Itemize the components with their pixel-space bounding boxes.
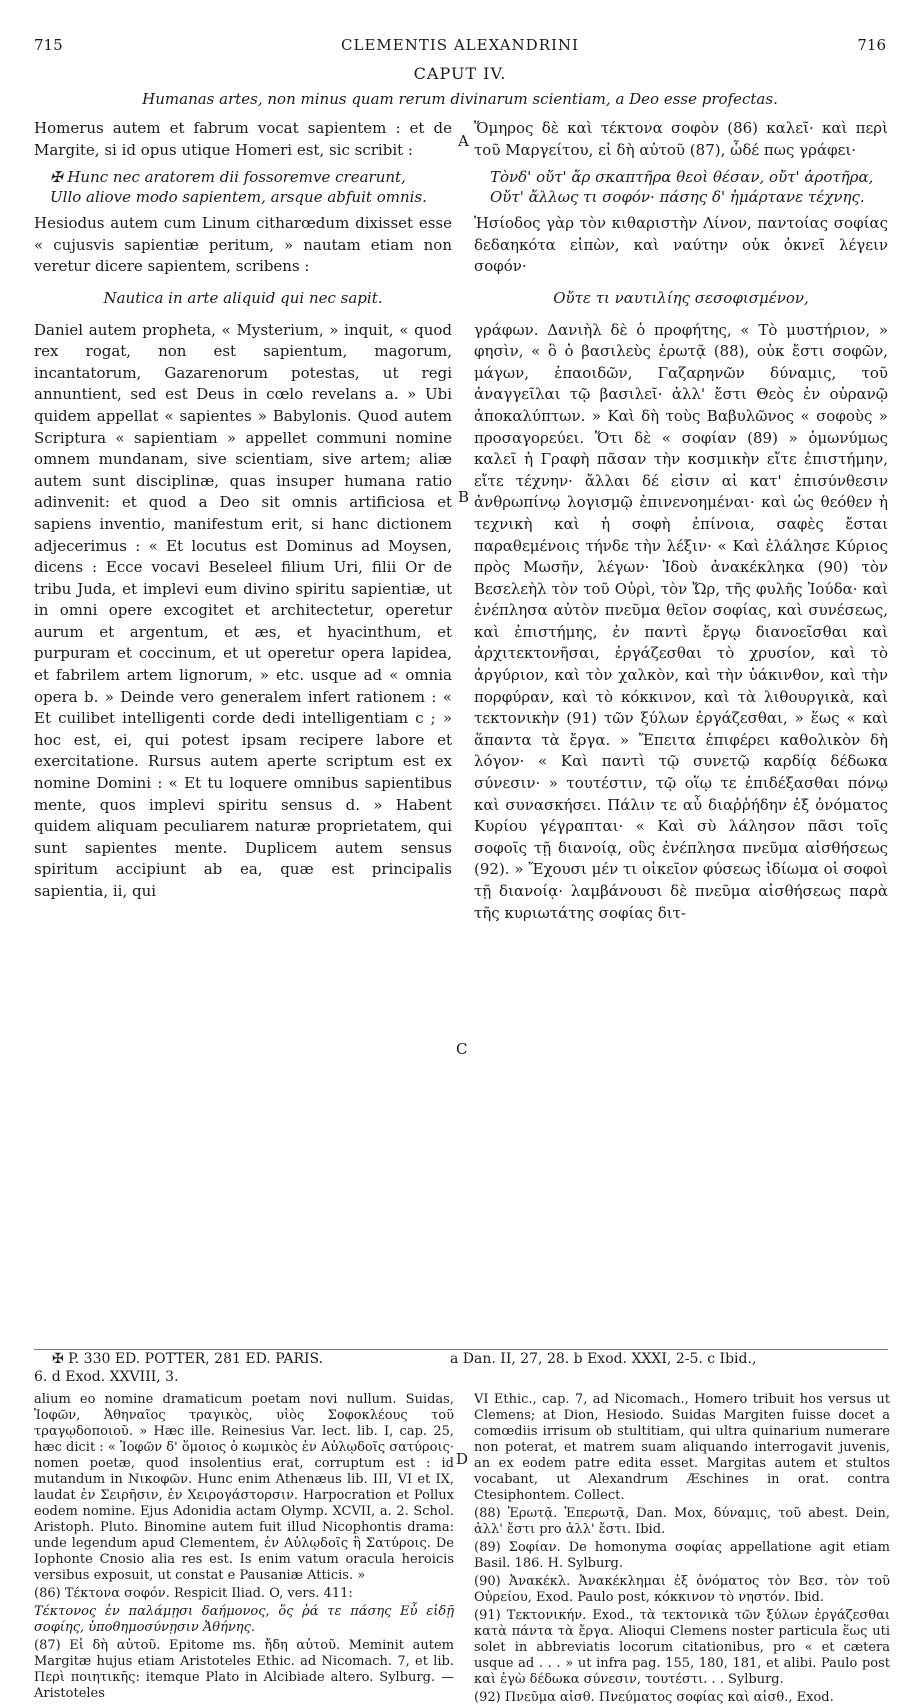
latin-column [34,118,452,1348]
greek-paragraph: Ἡσίοδος γὰρ τὸν κιθαριστὴν Λίνον, παντοίας σοφίας δεδαηκότα εἰπὼν, καὶ ναύτην οὐκ ὀκνεῖ λέγειν σοφόν· [474,214,888,276]
note: (92) Πνεῦμα αἰσθ. Πνεύματος σοφίας καὶ αἰσθ., Exod. [474,1690,834,1705]
latin-paragraph: Homerus autem et fabrum vocat sapientem : et de Margite, si id opus utique Homeri est, sic scribit : [34,119,452,159]
notes-right-column [474,1392,890,1705]
note-verse: Τέκτονος ἐν παλάμῃσι δαήμονος, ὅς ῥά τε πάσης Εὖ εἰδῇ σοφίης, ὑποθημοσύνῃσιν Ἀθήνης. [34,1604,454,1635]
latin-paragraph: Hesiodus autem cum Linum citharœdum dixisset esse « cujusvis sapientiæ peritum, » nautam etiam non veretur dicere sapientem, scribens : [34,214,452,276]
page-number-left: 715 [34,36,63,54]
latin-verse-line: Nautica in arte aliquid qui nec sapit. [103,288,383,307]
notes-left-column [34,1392,454,1701]
greek-verse-line: Τὸνδ' οὔτ' ἄρ σκαπτῆρα θεοὶ θέσαν, οὔτ' ἀροτῆρα, [490,168,874,187]
note: (87) Εἰ δὴ αὐτοῦ. Epitome ms. ἤδη αὐτοῦ. Meminit autem Margitæ hujus etiam Aristoteles Ethic. ad Nicomach. 7, et lib. Περὶ ποιητικῆς: itemque Plato in Alcibiade altero. Sylburg. — Aristoteles [34,1638,454,1701]
latin-paragraph: Daniel autem propheta, « Mysterium, » inquit, « quod rex rogat, non est sapientum, magorum, incantatorum, Gazarenorum potestas, ut regi annuntient, sed est Deus in cœlo revelans a. » Ubi quidem appellat « sapientes » Babylonis. Quod autem Scriptura « sapientiam » appellet communi nomine omnem mundanam, sive scientiam, sive artem; aliæ autem sunt disciplinæ, quas insuper humana ratio adinvenit: et quod a Deo sit omnis artificiosa et sapiens inventio, manifestum erit, si hanc dictionem adjecerimus : « Et locutus est Dominus ad Moysen, dicens : Ecce vocavi Beseleel filium Uri, filii Or de tribu Juda, et implevi eum divino spiritu sapientiæ, ut in omni opere excogitet et architectetur, operetur aurum et argentum, et æs, et hyacinthum, et purpuram et coccinum, et ut operetur opera lapidea, et fabrilem artem lignorum, » etc. usque ad « omnia opera b. » Deinde vero generalem infert rationem : « Et cuilibet intelligenti corde dedi intelligentiam c ; » hoc est, ei, qui potest ipsam recipere labore et exercitatione. Rursus autem aperte scriptum est ex nomine Domini : « Et tu loquere omnibus sapientibus mente, quos implevi spiritu sensus d. » Habent quidem aliquam peculiarem naturæ proprietatem, qui sunt sapientes mente. Duplicem autem sensus spiritum accipiunt ab ea, quæ est principalis sapientia, ii, qui [34,320,452,900]
note: (90) Ἀνακέκλ. Ἀνακέκλημαι ἐξ ὀνόματος τὸν Βεσ. τὸν τοῦ Οὐρείου, Exod. Paulo post, κόκκινον τὸ νηστόν. Ibid. [474,1574,890,1605]
note: alium eo nomine dramaticum poetam novi nullum. Suidas, Ἰοφῶν, Ἀθηναῖος τραγικὸς, υἱὸς Σοφοκλέους τοῦ τραγῳδοποιοῦ. » Hæc ille. Reinesius Var. lect. lib. I, cap. 25, hæc dicit : « Ἰοφῶν δ' ὅμοιος ὁ κωμικὸς ἐν Αὐλῳδοῖς σατύροις· nomen poetæ, quod insolentius erat, corruptum est : id mutandum in Νικοφῶν. Hunc enim Athenæus lib. III, VI et IX, laudat ἐν Σειρῆσιν, ἐν Χειρογάστορσιν. Harpocration et Pollux eodem nomine. Ejus Adonidia actam Olymp. XCVII, a. 2. Schol. Aristoph. Pluto. Binomine autem fuit illud Nicophontis drama: unde legendum apud Clementem, ἐν Αὐλῳδοῖς ἢ Σατύροις. De Iophonte Cnosio alia res est. Is enim vatum oracula heroicis versibus exposuit, ut constat e Pausaniæ Atticis. » [34,1392,454,1583]
running-title: CLEMENTIS ALEXANDRINI [341,36,579,54]
note: (86) Τέκτονα σοφόν. Respicit Iliad. O, vers. 411: [34,1586,353,1601]
note: (89) Σοφίαν. De homonyma σοφίας appellatione agit etiam Basil. 186. H. Sylburg. [474,1540,890,1571]
greek-verse-line: Οὔτε τι ναυτιλίης σεσοφισμένον, [553,288,809,307]
latin-verse [50,167,452,207]
note: VI Ethic., cap. 7, ad Nicomach., Homero tribuit hos versus ut Clemens; at Dion, Hesiodo. Suidas Margiten fuisse docet a comœdiis irrisum ob stultitiam, qui ultra quinarium numerare non poterat, et matrem suam aliquando interrogavit juvenis, an ex eodem patre edita esset. Margitas autem et stultos vocabant, ut Alexandrum Æschines in orat. contra Ctesiphontem. Collect. [474,1392,890,1503]
scripture-references-continued: 6. d Exod. XXVIII, 3. [34,1369,179,1385]
page-header [34,36,886,56]
latin-verse-line: ✠ Hunc nec aratorem dii fossoremve crearunt, [50,168,406,187]
margin-letter-c: C [456,1040,468,1058]
greek-column [474,118,888,1348]
greek-paragraph: Ὅμηρος δὲ καὶ τέκτονα σοφὸν (86) καλεῖ· καὶ περὶ τοῦ Μαργείτου, εἰ δὴ αὐτοῦ (87), ὧδέ πως γράφει· [474,119,888,159]
note: (88) Ἐρωτᾷ. Ἐπερωτᾷ, Dan. Mox, δύναμις, τοῦ abest. Dein, ἀλλ' ἔστι pro ἀλλ' ἔστι. Ibid. [474,1506,890,1537]
greek-paragraph: γράφων. Δανιὴλ δὲ ὁ προφήτης, « Τὸ μυστήριον, » φησὶν, « ὃ ὁ βασιλεὺς ἐρωτᾷ (88), οὐκ ἔστι σοφῶν, μάγων, ἐπαοιδῶν, Γαζαρηνῶν δύναμις, τοῦ ἀναγγεῖλαι τῷ βασιλεῖ· ἀλλ' ἔστι Θεὸς ἐν οὐρανῷ ἀποκαλύπτων. » Καὶ δὴ τοὺς Βαβυλῶνος « σοφοὺς » προσαγορεύει. Ὅτι δὲ « σοφίαν (89) » ὁμωνύμως καλεῖ ἡ Γραφὴ πᾶσαν τὴν κοσμικὴν εἴτε ἐπιστήμην, εἴτε τέχνην· ἄλλαι δέ εἰσιν αἱ κατ' ἐπισύνθεσιν ἀνθρωπίνῳ λογισμῷ ἐπινενοημέναι· καὶ ὡς θεόθεν ἡ τεχνικὴ καὶ ἡ σοφὴ ἐπίνοια, σαφὲς ἔσται παραθεμένοις τήνδε τὴν λέξιν· « Καὶ ἐλάλησε Κύριος πρὸς Μωσῆν, λέγων· Ἰδοὺ ἀνακέκληκα (90) τὸν Βεσελεὴλ τὸν τοῦ Οὐρὶ, τὸν Ὤρ, τῆς φυλῆς Ἰούδα· καὶ ἐνέπλησα αὐτὸν πνεῦμα θεῖον σοφίας, καὶ συνέσεως, καὶ ἐπιστήμης, ἐν παντὶ ἔργῳ διανοεῖσθαι καὶ ἀρχιτεκτονῆσαι, ἐργάζεσθαι τὸ χρυσίον, καὶ τὸ ἀργύριον, καὶ τὸν χαλκὸν, καὶ τὴν ὑάκινθον, καὶ τὴν πορφύραν, καὶ τὸ κόκκινον, καὶ τὰ λιθουργικὰ, καὶ τεκτονικὴν (91) τῶν ξύλων ἐργάζεσθαι, » ἕως « καὶ ἅπαντα τὰ ἔργα. » Ἔπειτα ἐπιφέρει καθολικὸν δὴ λόγον· « Καὶ παντὶ τῷ συνετῷ καρδίᾳ δέδωκα σύνεσιν· » τουτέστιν, τῷ οἵῳ τε ἐπιδέξασθαι πόνῳ καὶ συνασκήσει. Πάλιν τε αὖ διαῤῥήδην ἐξ ὀνόματος Κυρίου γέγραπται· « Καὶ σὺ λάλησον πᾶσι τοῖς σοφοῖς τῇ διανοίᾳ, οὓς ἐνέπλησα πνεῦμα αἰσθήσεως (92). » Ἔχουσι μέν τι οἰκεῖον φύσεως ἰδίωμα οἱ σοφοὶ τῇ διανοίᾳ· λαμβάνουσι δὲ πνεῦμα αἰσθήσεως παρὰ τῆς κυριωτάτης σοφίας διτ- [474,320,888,922]
greek-verse-line: Οὔτ' ἄλλως τι σοφόν· πάσης δ' ἡμάρτανε τέχνης. [490,188,865,207]
note: (91) Τεκτονικήν. Exod., τὰ τεκτονικὰ τῶν ξύλων ἐργάζεσθαι κατὰ πάντα τὰ ἔργα. Alioqui Clemens noster particula ἕως uti solet in abbreviatis locorum citationibus, pro « et cætera usque ad . . . » ut infra pag. 155, 180, 181, et alibi. Paulo post καὶ ἐγὼ δέδωκα σύνεσιν, τουτέστι. . . Sylburg. [474,1608,890,1687]
margin-letter-a: A [458,132,469,150]
margin-letter-d: D [456,1450,469,1468]
page-number-right: 716 [857,36,886,54]
chapter-heading: CAPUT IV. [413,64,507,83]
latin-verse-line: Ullo aliove modo sapientem, arsque abfuit omnis. [50,188,427,207]
scripture-references: a Dan. II, 27, 28. b Exod. XXXI, 2-5. c Ibid., [450,1351,757,1367]
greek-verse [490,167,888,207]
edition-reference: ✠ P. 330 ED. POTTER, 281 ED. PARIS. [52,1351,324,1367]
margin-letter-b: B [458,488,470,506]
chapter-summary: Humanas artes, non minus quam rerum divinarum scientiam, a Deo esse profectas. [142,90,778,108]
